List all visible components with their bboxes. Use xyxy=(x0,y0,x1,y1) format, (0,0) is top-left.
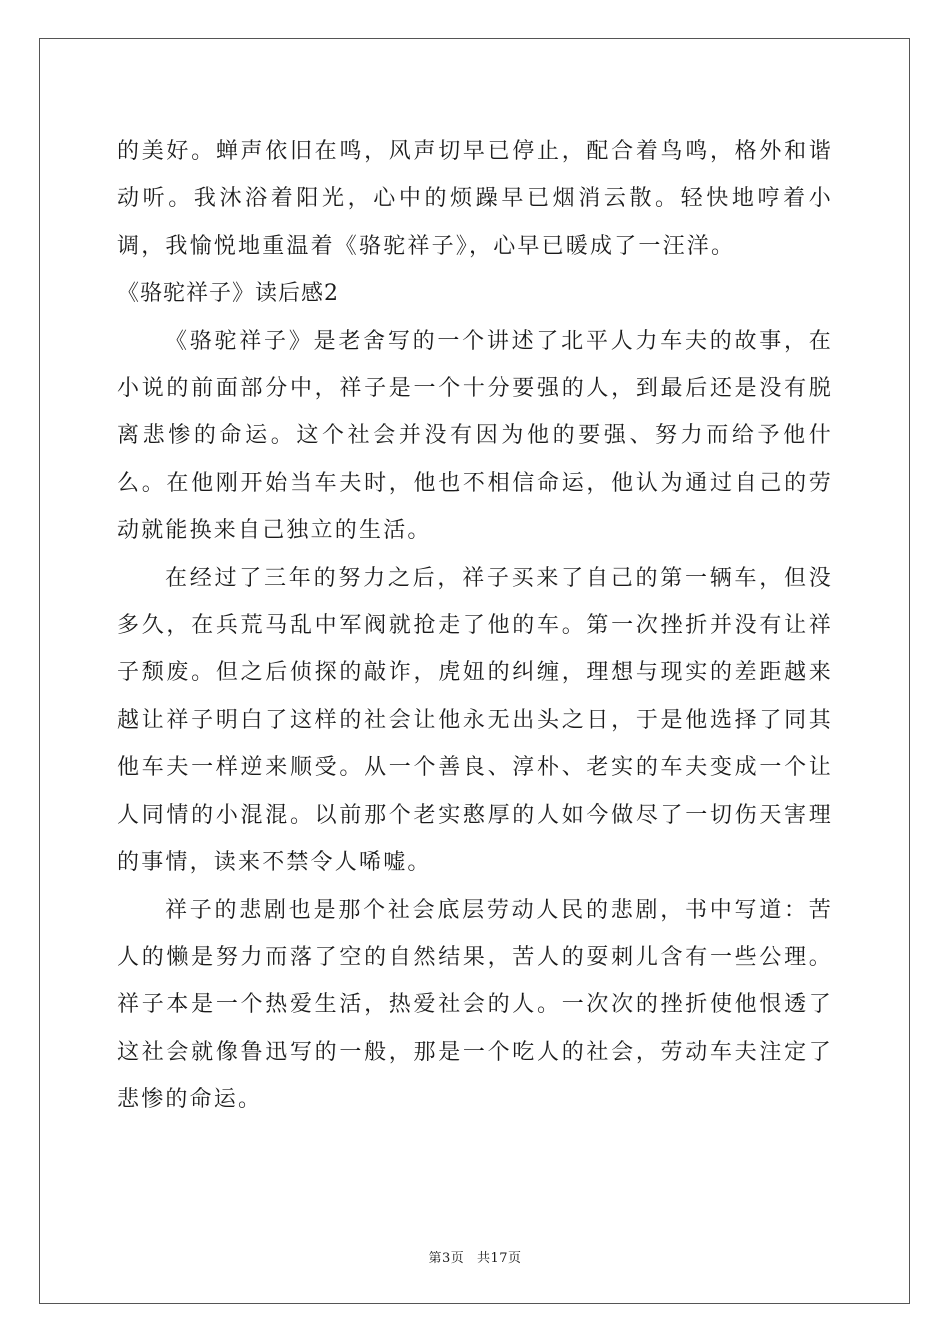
paragraph-2: 在经过了三年的努力之后，祥子买来了自己的第一辆车，但没多久，在兵荒马乱中军阀就抢走了他的车。第一次挫折并没有让祥子颓废。但之后侦探的敲诈，虎妞的纠缠，理想与现实的差距越来越让祥子明白了这样的社会让他永无出头之日，于是他选择了同其他车夫一样逆来顺受。从一个善良、淳朴、老实的车夫变成一个让人同情的小混混。以前那个老实憨厚的人如今做尽了一切伤天害理的事情，读来不禁令人唏嘘。 xyxy=(117,565,833,876)
paragraph-1: 《骆驼祥子》是老舍写的一个讲述了北平人力车夫的故事，在小说的前面部分中，祥子是一个十分要强的人，到最后还是没有脱离悲惨的命运。这个社会并没有因为他的要强、努力而给予他什么。在他刚开始当车夫时，他也不相信命运，他认为通过自己的劳动就能换来自己独立的生活。 xyxy=(117,328,833,544)
section-heading: 《骆驼祥子》读后感2 xyxy=(117,281,339,307)
page-total: 共17页 xyxy=(476,1251,522,1266)
page-number: 第3页 xyxy=(428,1251,465,1266)
paragraph-3: 祥子的悲剧也是那个社会底层劳动人民的悲剧，书中写道：苦人的懒是努力而落了空的自然结果，苦人的耍刺儿含有一些公理。祥子本是一个热爱生活，热爱社会的人。一次次的挫折使他恨透了这社会就像鲁迅写的一般，那是一个吃人的社会，劳动车夫注定了悲惨的命运。 xyxy=(117,897,833,1113)
paragraph-continuation: 的美好。蝉声依旧在鸣，风声切早已停止，配合着鸟鸣，格外和谐动听。我沐浴着阳光，心中的烦躁早已烟消云散。轻快地哼着小调，我愉悦地重温着《骆驼祥子》，心早已暖成了一汪洋。 xyxy=(117,139,833,259)
document-body xyxy=(117,128,833,1124)
page-footer xyxy=(0,1247,950,1266)
